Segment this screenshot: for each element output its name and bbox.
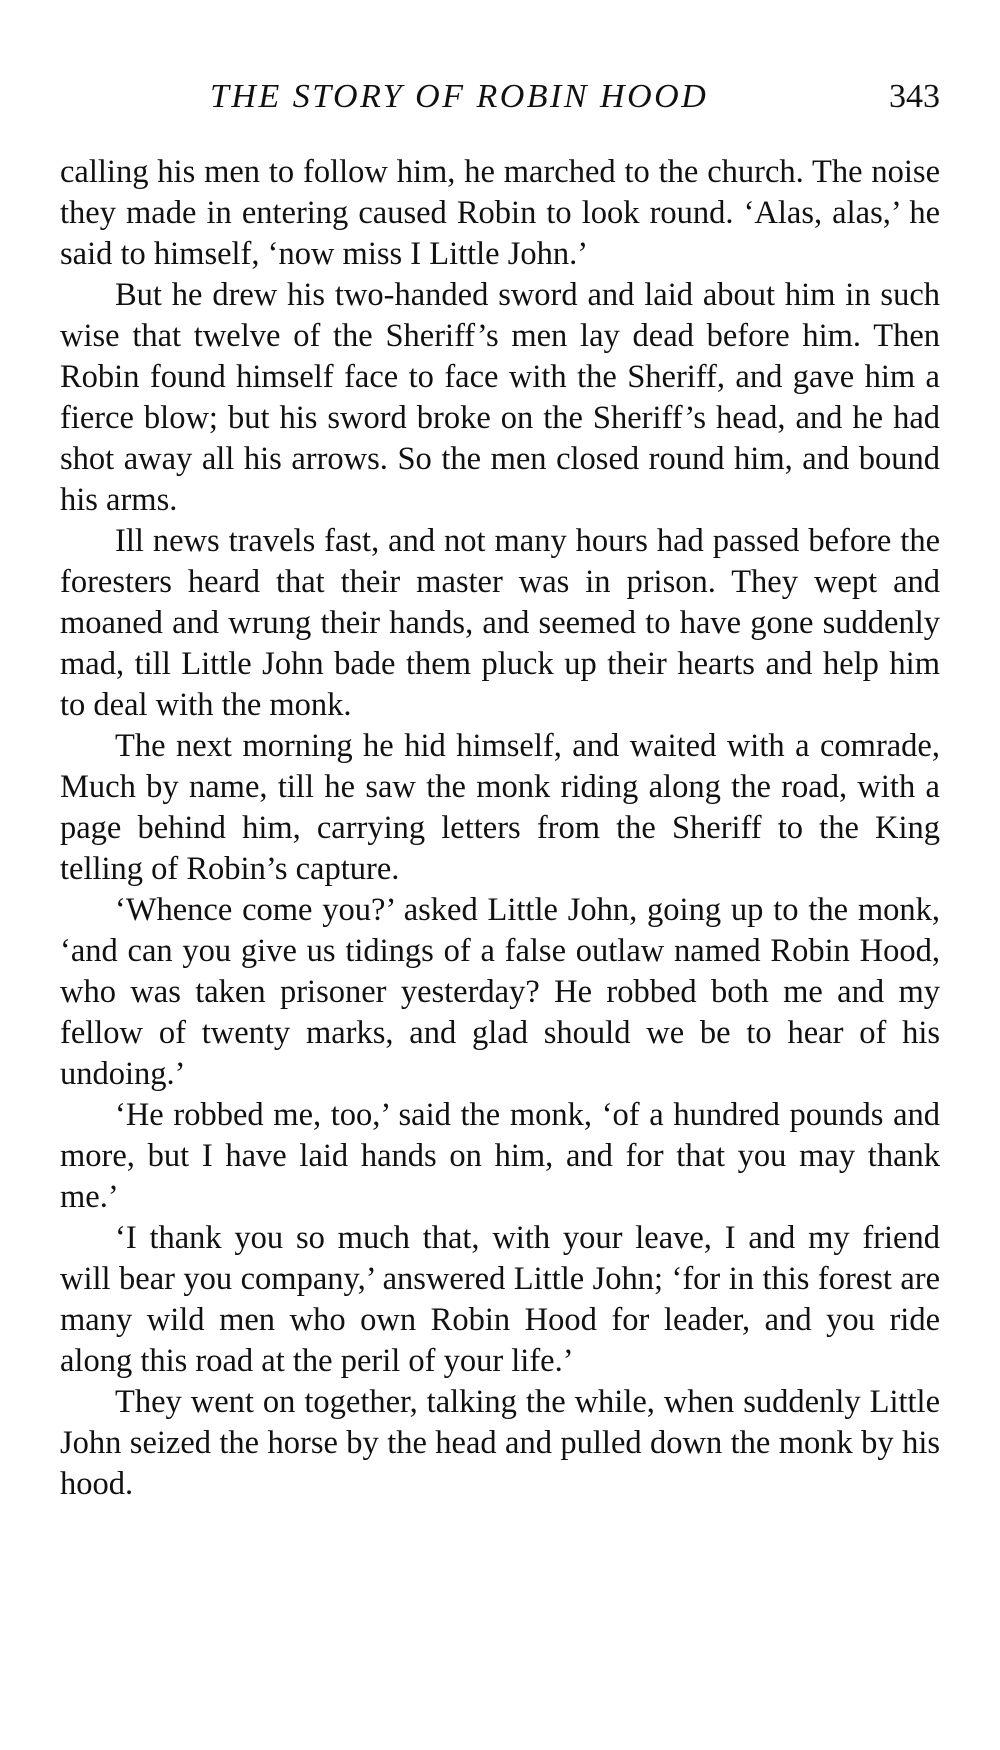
running-title: THE STORY OF ROBIN HOOD	[210, 78, 709, 115]
page-number: 343	[889, 78, 940, 115]
body-text	[60, 152, 940, 1505]
paragraph: ‘He robbed me, too,’ said the monk, ‘of a hundred pounds and more, but I have laid hands on him, and for that you may thank me.’	[60, 1097, 940, 1215]
paragraph: ‘Whence come you?’ asked Little John, going up to the monk, ‘and can you give us tidings of a false outlaw named Robin Hood, who was taken prisoner yesterday? He robbed both me and my fellow of twenty marks, and glad should we be to hear of his undoing.’	[60, 892, 940, 1092]
page-header	[60, 72, 940, 122]
paragraph: But he drew his two-handed sword and laid about him in such wise that twelve of the Sheriff’s men lay dead before him. Then Robin found himself face to face with the Sheriff, and gave him a fierce blow; but his sword broke on the Sheriff’s head, and he had shot away all his arrows. So the men closed round him, and bound his arms.	[60, 277, 940, 518]
paragraph: Ill news travels fast, and not many hours had passed before the foresters heard that their master was in prison. They wept and moaned and wrung their hands, and seemed to have gone suddenly mad, till Little John bade them pluck up their hearts and help him to deal with the monk.	[60, 523, 940, 723]
paragraph: They went on together, talking the while, when suddenly Little John seized the horse by the head and pulled down the monk by his hood.	[60, 1384, 940, 1502]
paragraph-continuation: calling his men to follow him, he marched to the church. The noise they made in entering caused Robin to look round. ‘Alas, alas,’ he said to himself, ‘now miss I Little John.’	[60, 154, 940, 272]
paragraph: The next morning he hid himself, and waited with a comrade, Much by name, till he saw the monk riding along the road, with a page behind him, carrying letters from the Sheriff to the King telling of Robin’s capture.	[60, 728, 940, 887]
paragraph: ‘I thank you so much that, with your leave, I and my friend will bear you company,’ answered Little John; ‘for in this forest are many wild men who own Robin Hood for leader, and you ride along this road at the peril of your life.’	[60, 1220, 940, 1379]
